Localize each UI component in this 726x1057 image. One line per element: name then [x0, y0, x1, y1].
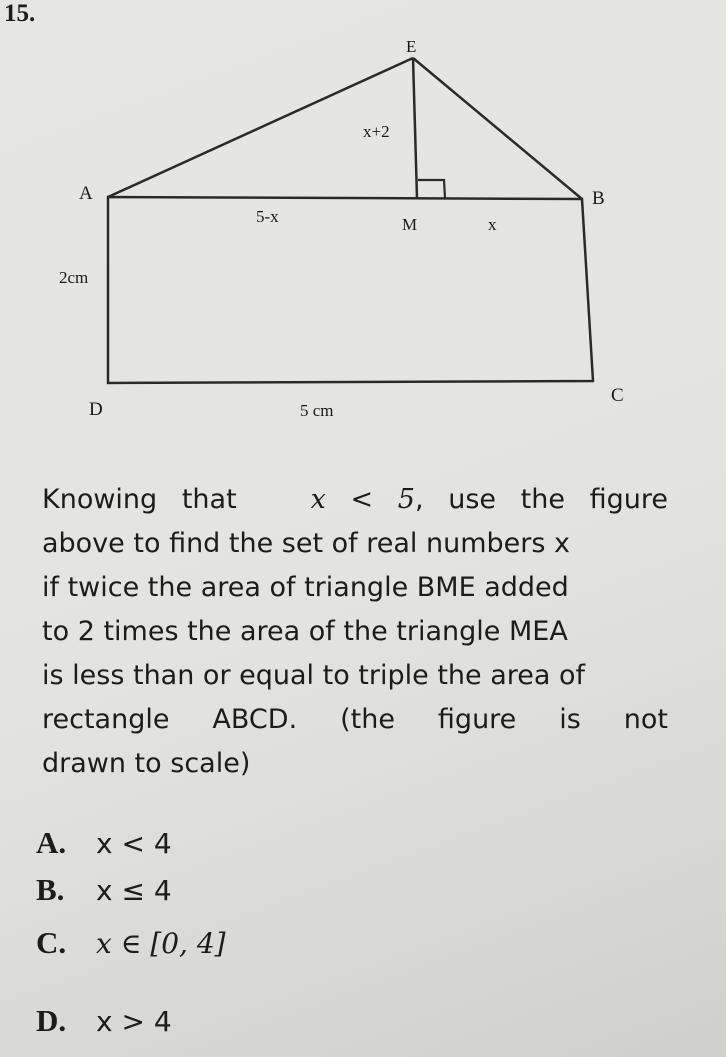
statement-line-4: to 2 times the area of the triangle MEA: [42, 616, 568, 647]
option-b-expr: x ≤ 4: [96, 874, 172, 907]
option-c[interactable]: [36, 925, 226, 961]
segment-eb: [413, 58, 582, 199]
option-d-letter: D.: [36, 1003, 67, 1038]
label-point-c: C: [611, 385, 624, 406]
inline-condition: x < 5: [310, 484, 415, 515]
problem-statement: [42, 478, 668, 786]
label-x: x: [488, 215, 497, 234]
statement-line-3: if twice the area of triangle BME added: [42, 572, 569, 603]
option-c-letter: C.: [36, 925, 67, 960]
geometry-figure: [0, 0, 726, 440]
option-d-expr: x > 4: [96, 1005, 172, 1038]
statement-line-7: drawn to scale): [42, 748, 251, 779]
option-a-expr: x < 4: [96, 827, 172, 860]
right-angle-marker: [418, 180, 445, 198]
label-x-plus-2: x+2: [363, 122, 390, 141]
segment-em: [413, 58, 417, 198]
option-b-letter: B.: [36, 872, 65, 907]
option-c-expr: x ∈ [0, 4]: [96, 927, 226, 960]
option-a[interactable]: [36, 825, 172, 861]
label-point-b: B: [592, 188, 605, 209]
label-point-e: E: [406, 37, 417, 56]
statement-line-1: Knowing that x < 5, use the figure: [42, 484, 668, 515]
label-point-a: A: [79, 183, 93, 204]
statement-line-5: is less than or equal to triple the area of: [42, 660, 586, 691]
label-5cm: 5 cm: [300, 401, 334, 420]
option-d[interactable]: [36, 1003, 172, 1039]
statement-line-2: above to find the set of real numbers x: [42, 528, 571, 559]
label-point-m: M: [402, 215, 418, 234]
label-2cm: 2cm: [59, 268, 89, 287]
rectangle-abcd: [108, 197, 593, 383]
question-number: 15.: [4, 0, 36, 27]
label-5-minus-x: 5-x: [256, 207, 279, 226]
option-b[interactable]: [36, 872, 172, 908]
statement-line-6: rectangle ABCD. (the figure is not: [42, 704, 668, 735]
option-a-letter: A.: [36, 825, 67, 860]
label-point-d: D: [89, 399, 103, 420]
